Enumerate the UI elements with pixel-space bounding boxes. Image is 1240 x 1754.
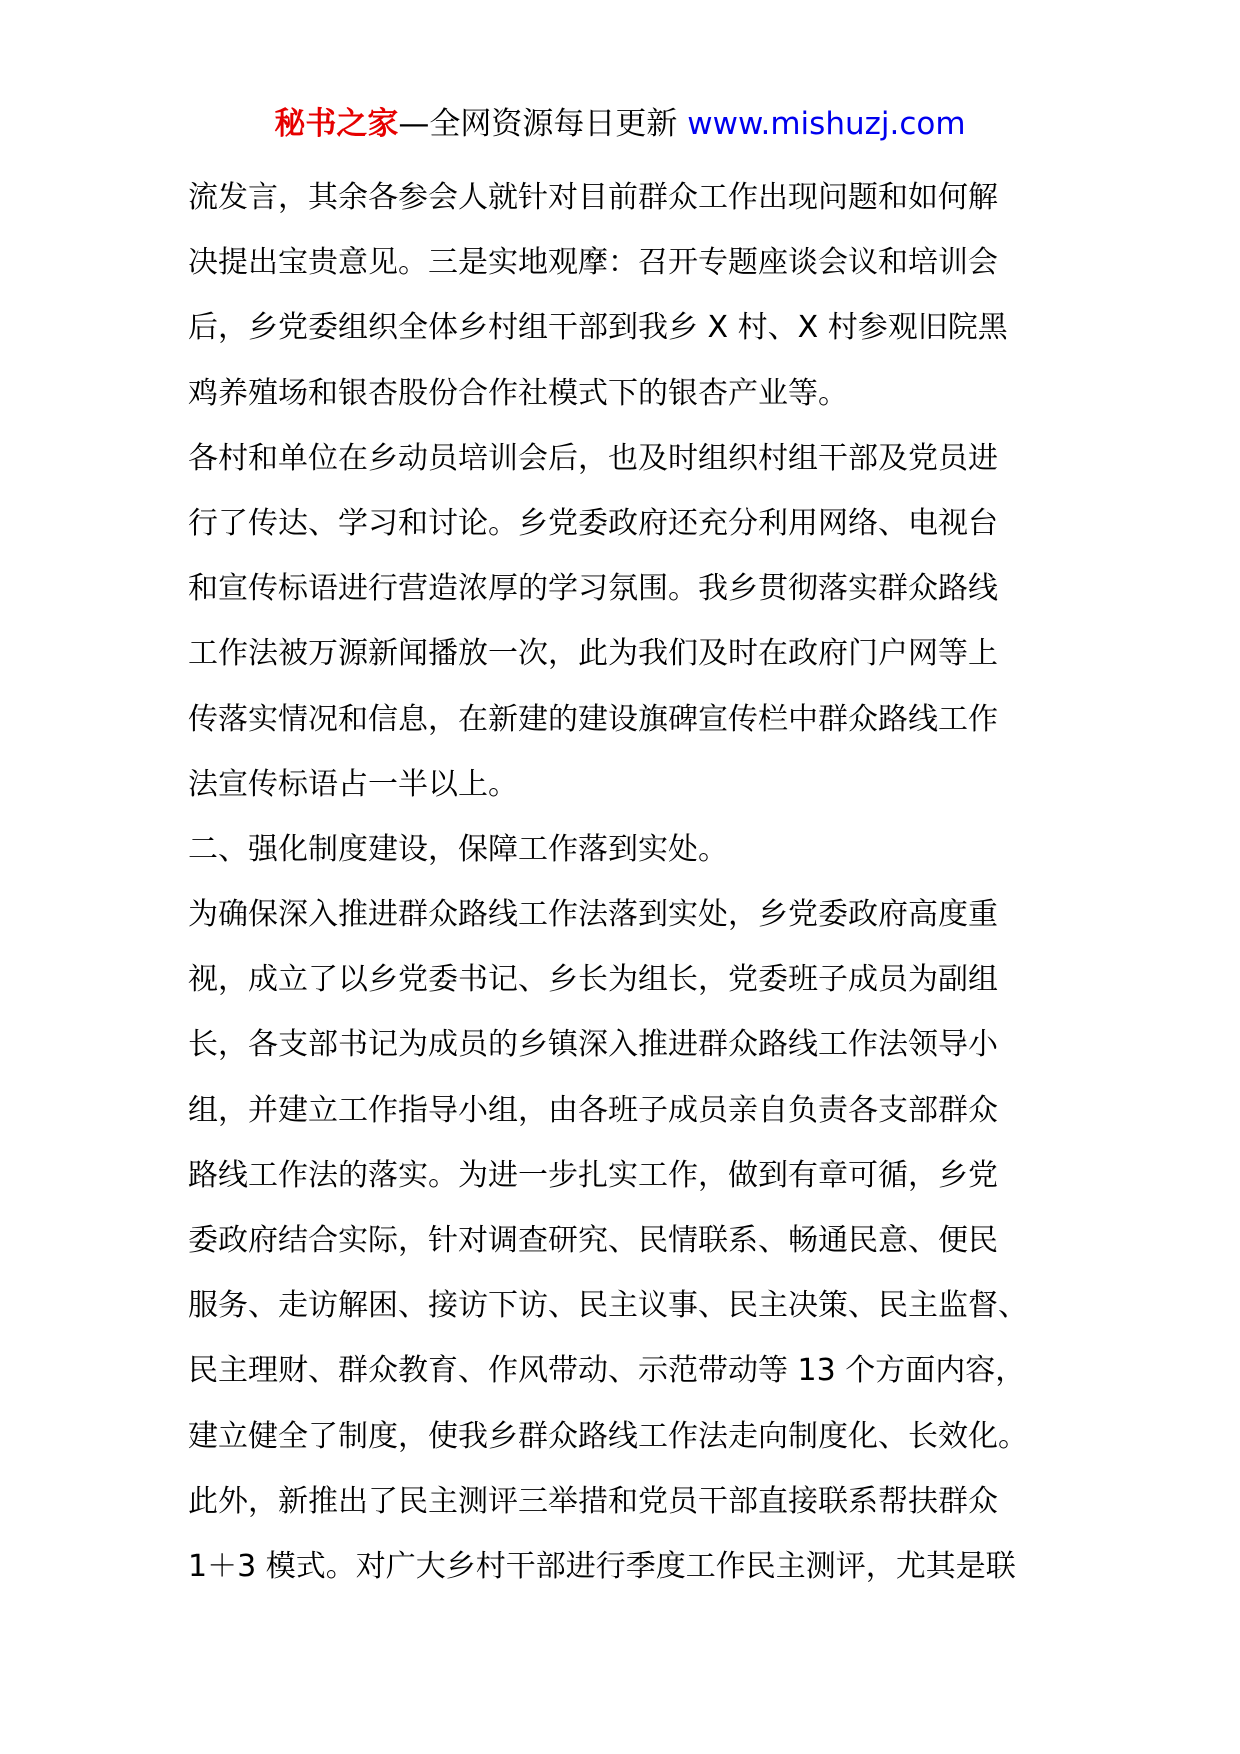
text-line: 法宣传标语占一半以上。 — [188, 766, 518, 802]
text-line: 行了传达、学习和讨论。乡党委政府还充分利用网络、电视台 — [188, 505, 998, 541]
document-body — [188, 165, 1068, 1599]
text-line: 路线工作法的落实。为进一步扎实工作，做到有章可循，乡党 — [188, 1157, 998, 1193]
text-line: 组，并建立工作指导小组，由各班子成员亲自负责各支部群众 — [188, 1092, 998, 1128]
text-line: 民主理财、群众教育、作风带动、示范带动等 13 个方面内容， — [188, 1353, 1026, 1389]
text-line: 此外，新推出了民主测评三举措和党员干部直接联系帮扶群众 — [188, 1483, 998, 1519]
page-header — [0, 98, 1240, 150]
text-line: 建立健全了制度，使我乡群众路线工作法走向制度化、长效化。 — [188, 1418, 1028, 1454]
text-line: 服务、走访解困、接访下访、民主议事、民主决策、民主监督、 — [188, 1288, 1028, 1324]
text-line: 流发言，其余各参会人就针对目前群众工作出现问题和如何解 — [188, 180, 998, 215]
text-line: 决提出宝贵意见。三是实地观摩：召开专题座谈会议和培训会 — [188, 245, 998, 281]
text-line: 长，各支部书记为成员的乡镇深入推进群众路线工作法领导小 — [188, 1027, 998, 1063]
header-tagline: —全网资源每日更新 — [398, 106, 688, 142]
section-heading: 二、强化制度建设，保障工作落到实处。 — [188, 831, 728, 867]
text-line: 视，成立了以乡党委书记、乡长为组长，党委班子成员为副组 — [188, 962, 998, 998]
text-line: 1＋3 模式。对广大乡村干部进行季度工作民主测评，尤其是联 — [188, 1548, 1016, 1584]
header-url-link[interactable]: www.mishuzj.com — [687, 106, 966, 142]
text-line: 后，乡党委组织全体乡村组干部到我乡 X 村、X 村参观旧院黑 — [188, 310, 1008, 346]
header-brand: 秘书之家 — [274, 106, 399, 142]
text-line: 和宣传标语进行营造浓厚的学习氛围。我乡贯彻落实群众路线 — [188, 571, 998, 607]
text-line: 为确保深入推进群众路线工作法落到实处，乡党委政府高度重 — [188, 897, 998, 933]
text-line: 工作法被万源新闻播放一次，此为我们及时在政府门户网等上 — [188, 636, 998, 672]
text-line: 各村和单位在乡动员培训会后，也及时组织村组干部及党员进 — [188, 440, 998, 476]
text-line: 鸡养殖场和银杏股份合作社模式下的银杏产业等。 — [188, 375, 848, 411]
text-line: 传落实情况和信息，在新建的建设旗碑宣传栏中群众路线工作 — [188, 701, 998, 737]
text-line: 委政府结合实际，针对调查研究、民情联系、畅通民意、便民 — [188, 1223, 998, 1258]
